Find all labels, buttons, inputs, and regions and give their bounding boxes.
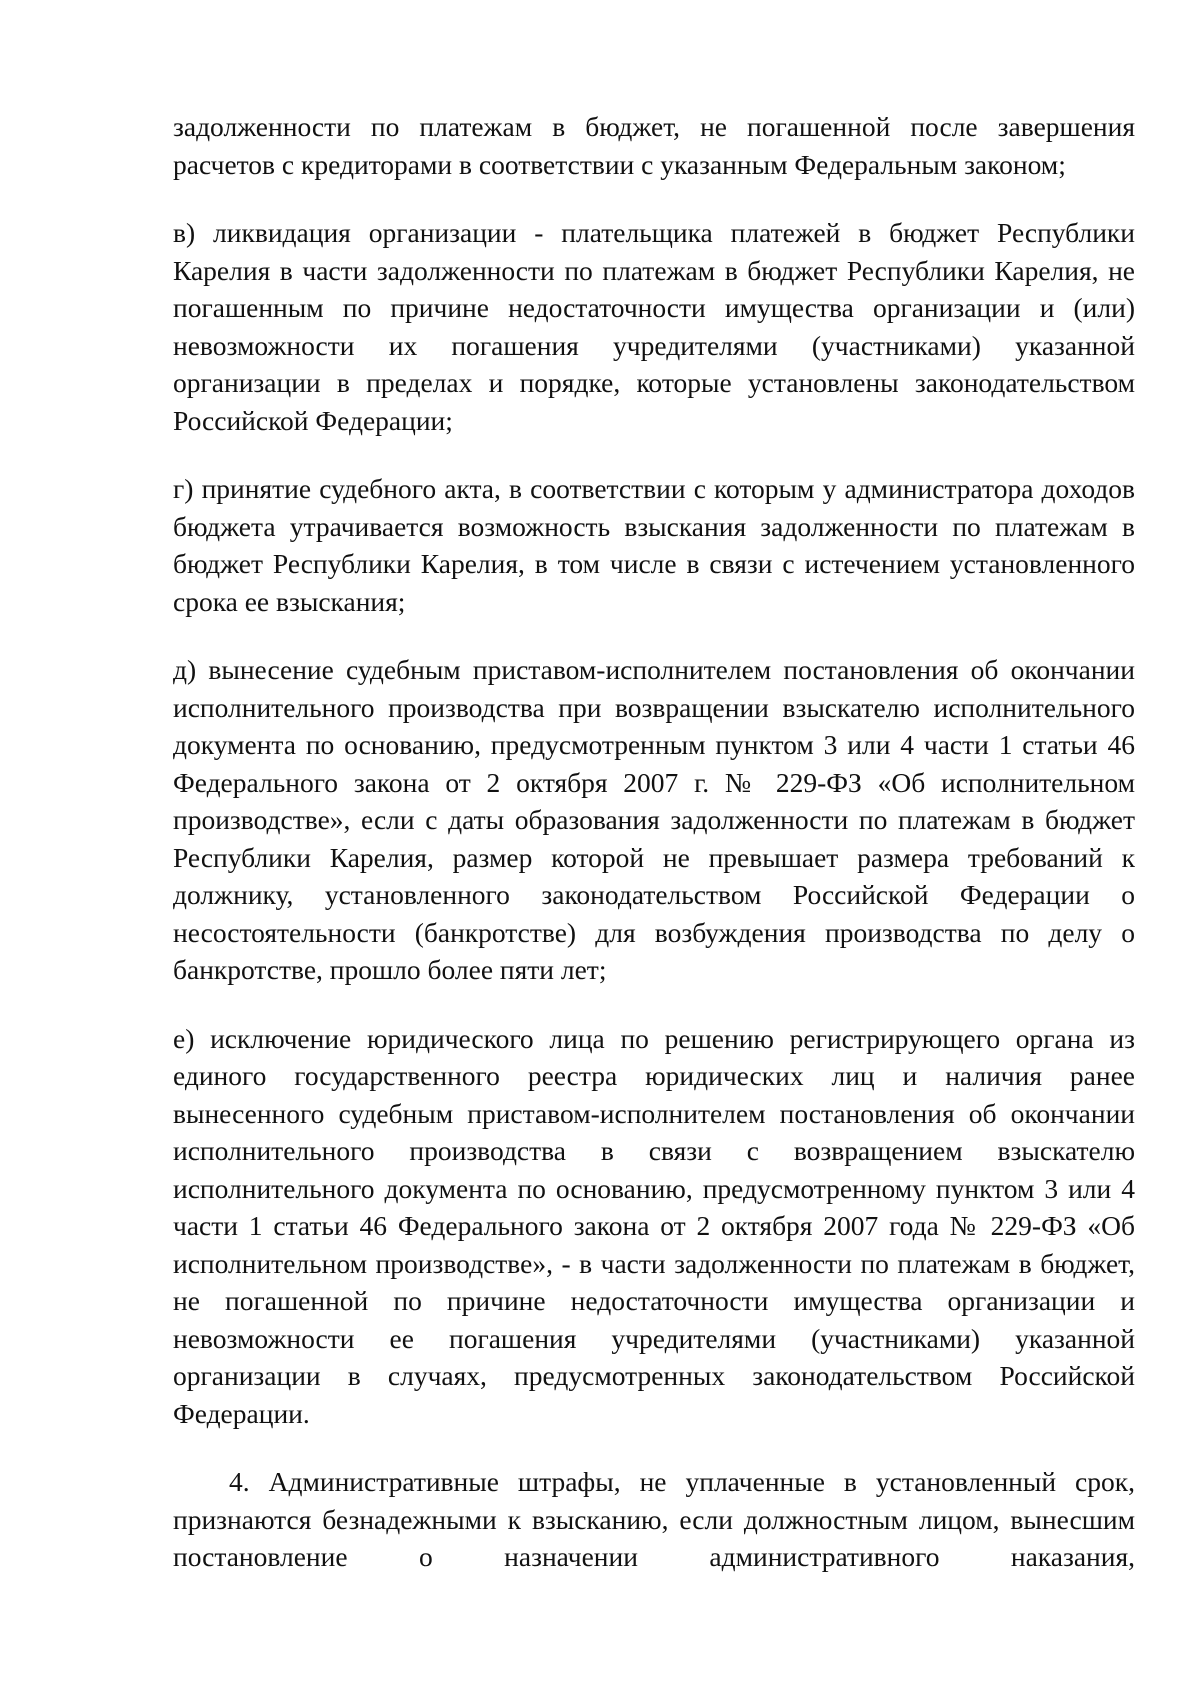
- paragraph-item-e: е) исключение юридического лица по решению регистрирующего органа из единого государственного реестра юридических лиц и наличия ранее вынесенного судебным приставом-исполнителем постановления об окончании исполнительного производства в связи с возвращением взыскателю исполнительного документа по основанию, предусмотренному пунктом 3 или 4 части 1 статьи 46 Федерального закона от 2 октября 2007 года № 229-ФЗ «Об исполнительном производстве», - в части задолженности по платежам в бюджет, не погашенной по причине недостаточности имущества организации и невозможности ее погашения учредителями (участниками) указанной организации в случаях, предусмотренных законодательством Российской Федерации.: [173, 1022, 1135, 1429]
- paragraph-point-4: 4. Административные штрафы, не уплаченные в установленный срок, признаются безнадежными к взысканию, если должностным лицом, вынесшим постановление о назначении административного наказания,: [173, 1466, 1135, 1572]
- paragraph-continuation: задолженности по платежам в бюджет, не погашенной после завершения расчетов с кредиторами в соответствии с указанным Федеральным законом;: [173, 111, 1135, 180]
- paragraph-item-d: д) вынесение судебным приставом-исполнителем постановления об окончании исполнительного производства при возвращении взыскателю исполнительного документа по основанию, предусмотренным пунктом 3 или 4 части 1 статьи 46 Федерального закона от 2 октября 2007 г. № 229-ФЗ «Об исполнительном производстве», если с даты образования задолженности по платежам в бюджет Республики Карелия, размер которой не превышает размера требований к должнику, установленного законодательством Российской Федерации о несостоятельности (банкротстве) для возбуждения производства по делу о банкротстве, прошло более пяти лет;: [173, 654, 1135, 985]
- document-page: [173, 108, 1135, 1607]
- paragraph-item-g: г) принятие судебного акта, в соответствии с которым у администратора доходов бюджета утрачивается возможность взыскания задолженности по платежам в бюджет Республики Карелия, в том числе в связи с истечением установленного срока ее взыскания;: [173, 473, 1135, 617]
- paragraph-item-v: в) ликвидация организации - плательщика платежей в бюджет Республики Карелия в части задолженности по платежам в бюджет Республики Карелия, не погашенным по причине недостаточности имущества организации и (или) невозможности их погашения учредителями (участниками) указанной организации в пределах и порядке, которые установлены законодательством Российской Федерации;: [173, 217, 1135, 436]
